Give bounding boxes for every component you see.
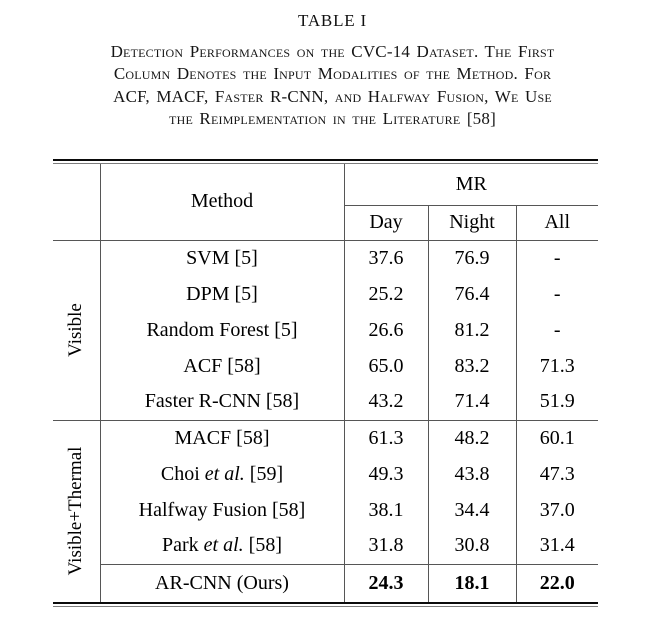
night-cell: 71.4	[428, 384, 516, 420]
all-cell: 51.9	[539, 390, 575, 413]
method-cell: MACF [58]	[100, 420, 344, 456]
day-cell: 37.6	[344, 240, 428, 276]
night-cell: 43.8	[428, 456, 516, 492]
night-header-cell: Night	[428, 205, 516, 240]
night-cell: 48.2	[428, 420, 516, 456]
day-cell: 24.3	[344, 564, 428, 602]
night-cell: 81.2	[428, 312, 516, 348]
day-cell: 26.6	[344, 312, 428, 348]
modality-label: Visible	[65, 303, 87, 357]
all-cell: 37.0	[539, 498, 575, 521]
all-cell: 22.0	[516, 564, 598, 602]
table-row	[53, 420, 598, 456]
modality-group-cell	[53, 420, 100, 602]
day-cell: 43.2	[344, 384, 428, 420]
day-cell: 61.3	[344, 420, 428, 456]
all-cell: 47.3	[539, 462, 575, 485]
table-row	[53, 384, 598, 420]
night-cell: 76.9	[428, 240, 516, 276]
night-cell: 30.8	[428, 528, 516, 564]
table-row	[53, 312, 598, 348]
table-row	[53, 276, 598, 312]
night-cell: 83.2	[428, 348, 516, 384]
modality-group-cell	[53, 240, 100, 420]
table-row	[53, 456, 598, 492]
day-cell: 31.8	[344, 528, 428, 564]
day-header-cell: Day	[344, 205, 428, 240]
all-cell: -	[553, 246, 561, 269]
table-row	[53, 240, 598, 276]
method-cell: AR-CNN (Ours)	[100, 564, 344, 602]
all-cell: -	[553, 282, 561, 305]
all-cell: 71.3	[539, 354, 575, 377]
table-row-ours	[53, 564, 598, 602]
method-cell: Random Forest [5]	[100, 312, 344, 348]
all-header-cell: All	[516, 205, 598, 240]
caption-line: Column Denotes the Input Modalities of the Method. For	[113, 64, 552, 84]
method-header-cell: Method	[100, 164, 344, 240]
table-row	[53, 528, 598, 564]
day-cell: 65.0	[344, 348, 428, 384]
night-cell: 76.4	[428, 276, 516, 312]
night-cell: 34.4	[428, 492, 516, 528]
method-cell: SVM [5]	[100, 240, 344, 276]
table-row	[53, 492, 598, 528]
caption-line: ACF, MACF, Faster R-CNN, and Halfway Fusion, We Use	[113, 86, 552, 106]
all-cell: 60.1	[516, 420, 598, 456]
results-table	[53, 164, 598, 602]
method-cell: Faster R-CNN [58]	[100, 384, 344, 420]
table-label: TABLE I	[298, 11, 367, 30]
mr-header-cell: MR	[344, 164, 598, 205]
method-cell: Halfway Fusion [58]	[100, 492, 344, 528]
method-cell: DPM [5]	[100, 276, 344, 312]
table-bottom-rule	[53, 602, 598, 607]
all-cell: -	[553, 318, 561, 341]
caption-line: the Reimplementation in the Literature [58]	[169, 109, 496, 129]
caption-line: Detection Performances on the CVC-14 Dataset. The First	[110, 42, 555, 61]
modality-label: Visible+Thermal	[65, 446, 87, 576]
all-cell: 31.4	[539, 534, 575, 557]
night-cell: 18.1	[428, 564, 516, 602]
modality-header-cell	[53, 164, 100, 240]
header-row-group	[53, 164, 598, 205]
day-cell: 25.2	[344, 276, 428, 312]
table-caption	[30, 41, 635, 131]
day-cell: 49.3	[344, 456, 428, 492]
method-cell: Choi et al. [59]	[100, 456, 344, 492]
method-cell: ACF [58]	[100, 348, 344, 384]
day-cell: 38.1	[344, 492, 428, 528]
table-row	[53, 348, 598, 384]
method-cell: Park et al. [58]	[100, 528, 344, 564]
